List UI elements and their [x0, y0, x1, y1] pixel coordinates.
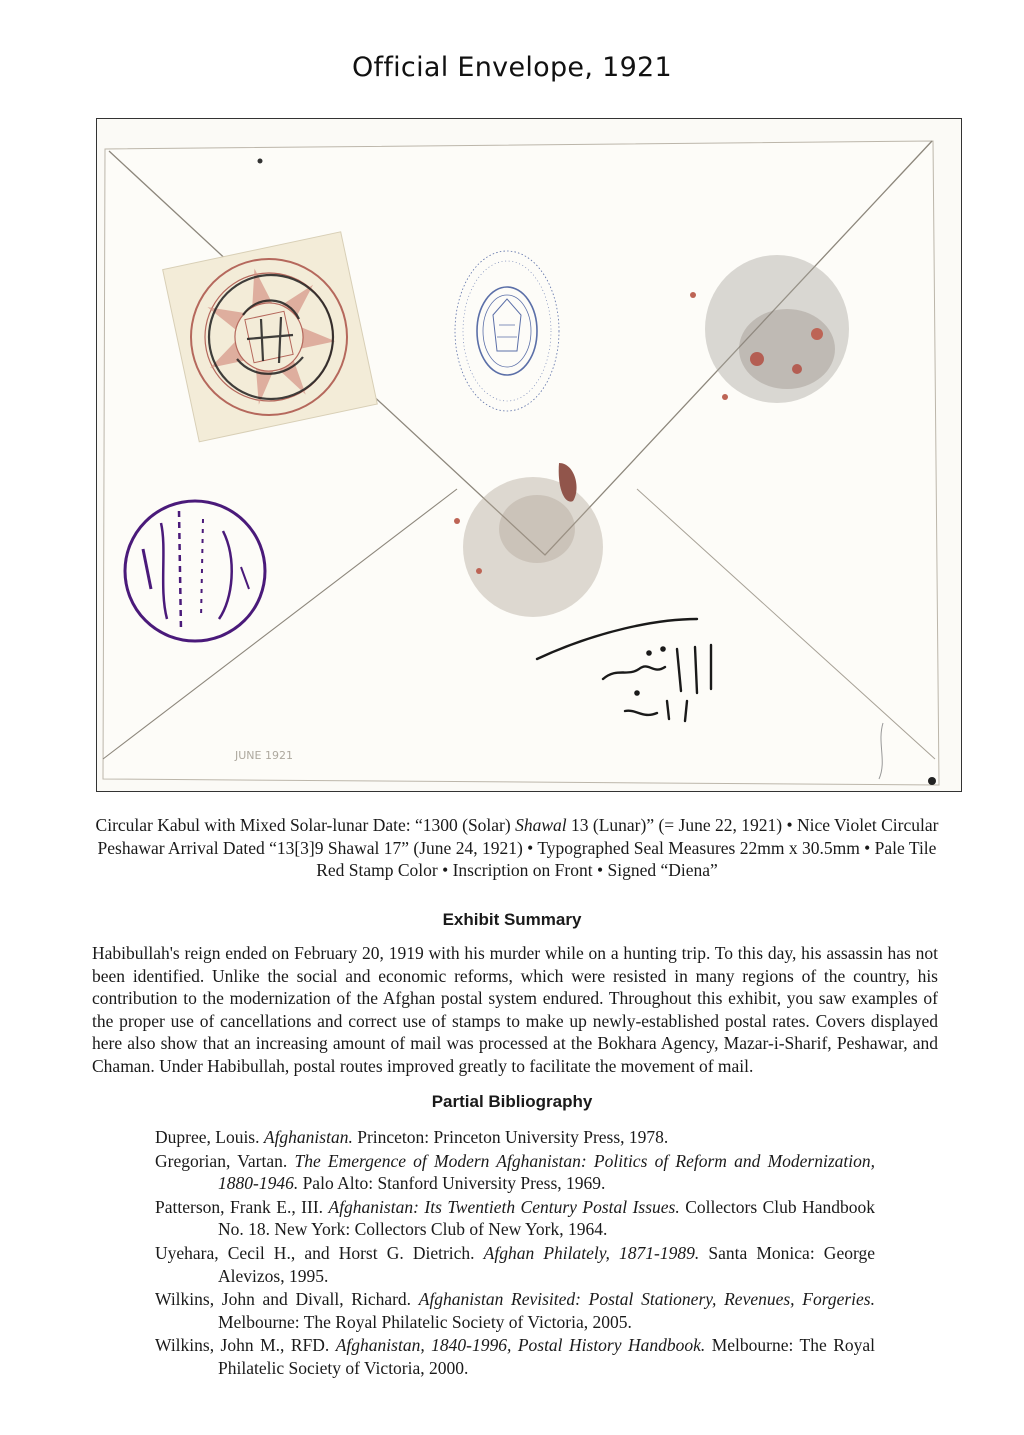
bibliography-entry: Gregorian, Vartan. The Emergence of Modern Afghanistan: Politics of Reform and Modernization, 1880-1946. Palo Alto: Stanford University Press, 1969. — [155, 1150, 876, 1194]
ink-dot — [258, 159, 263, 164]
bibliography-entry: Dupree, Louis. Afghanistan. Princeton: Princeton University Press, 1978. — [155, 1127, 669, 1147]
pencil-date-note: JUNE 1921 — [235, 749, 293, 762]
caption-text-part2: 13 (Lunar)” (= June 22, 1921) • Nice Violet Circular Peshawar Arrival Dated “13[3]9 Shawal 17” (June 24, 1921) • Typographed Seal Measures 22mm x 30.5mm • Pale Tile Red Stamp Color • Inscription on Front • Signed “Diena” — [97, 815, 939, 880]
bibliography-entry: Wilkins, John M., RFD. Afghanistan, 1840-1996, Postal History Handbook. Melbourne: The Royal Philatelic Society of Victoria, 2000. — [155, 1335, 875, 1378]
bibliography-entry: Uyehara, Cecil H., and Horst G. Dietrich. Afghan Philately, 1871-1989. Santa Monica: George Alevizos, 1995. — [155, 1242, 875, 1286]
ink-dot — [928, 777, 936, 785]
envelope-illustration — [97, 119, 962, 792]
caption-italic-shawal: Shawal — [515, 815, 567, 835]
page-title: Official Envelope, 1921 — [351, 52, 673, 83]
exhibit-summary-text: Habibullah's reign ended on February 20, 1919 with his murder while on a hunting trip. To this day, his assassin has not been identified. Unlike the social and economic reforms, which were resisted in many regions of the country, his contribution to the modernization of the Afghan postal system endured. Throughout this exhibit, you saw examples of the proper use of cancellations and correct use of stamps to make up newly-established postal rates. Covers displayed here also show that an increasing amount of mail was processed at the Bokhara Agency, Mazar-i-Sharif, Peshawar, and Chaman. Under Habibullah, postal routes improved greatly to facilitate the movement of mail. — [92, 943, 938, 1076]
exhibit-summary-heading: Exhibit Summary — [442, 910, 582, 929]
caption-text-part1: Circular Kabul with Mixed Solar-lunar Date: “1300 (Solar) — [95, 815, 516, 835]
cover-caption — [92, 814, 942, 882]
bibliography-entry: Patterson, Frank E., III. Afghanistan: Its Twentieth Century Postal Issues. Collectors Club Handbook No. 18. New York: Collectors Club of New York, 1964. — [155, 1196, 875, 1240]
bibliography-list — [155, 1126, 875, 1381]
bibliography-entry: Wilkins, John and Divall, Richard. Afghanistan Revisited: Postal Stationery, Revenues, Forgeries. Melbourne: The Royal Philatelic Society of Victoria, 2005. — [155, 1289, 875, 1332]
bibliography-heading: Partial Bibliography — [431, 1092, 593, 1111]
envelope-outline — [103, 141, 939, 785]
envelope-photo-frame — [96, 118, 962, 792]
